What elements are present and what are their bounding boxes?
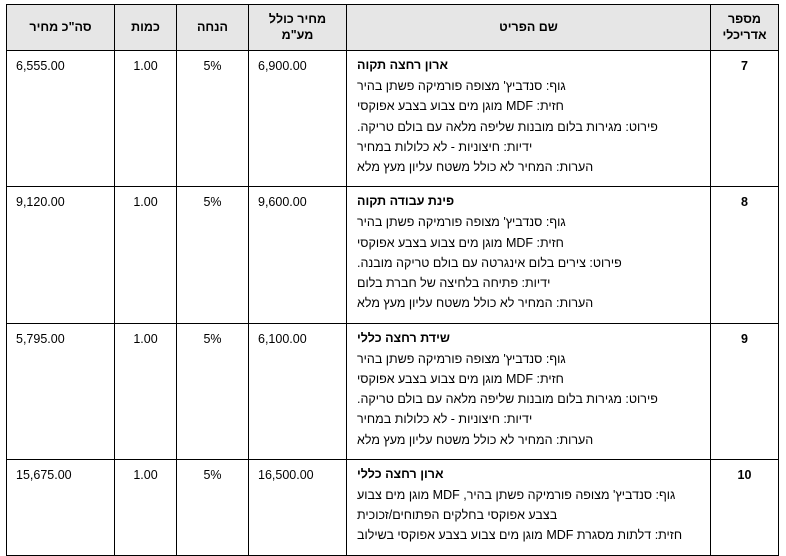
cell-price: 9,600.00 [249,187,347,323]
item-title: ארון רחצה תקוה [357,58,448,72]
item-title: ארון רחצה כללי [357,466,444,481]
item-detail-handles: ידיות: פתיחה בלחיצה של חברת בלום [357,276,551,290]
column-header-price [249,5,347,51]
cell-item-number: 10 [711,459,779,555]
cell-total: 6,555.00 [7,51,115,187]
cell-item-description [347,51,711,187]
cell-quantity: 1.00 [115,51,177,187]
cell-price: 6,100.00 [249,323,347,459]
item-detail-body: גוף: סנדביץ' מצופה פורמיקה פשתן בהיר [357,79,566,93]
table-header [7,5,779,51]
cell-item-description [347,323,711,459]
quote-table [6,4,779,556]
cell-price: 6,900.00 [249,51,347,187]
table-body [7,51,779,556]
column-header-description: שם הפריט [347,5,711,51]
cell-item-number: 9 [711,323,779,459]
table-row [7,323,779,459]
cell-total: 9,120.00 [7,187,115,323]
item-detail-notes: הערות: המחיר לא כולל משטח עליון מעץ מלא [357,160,594,174]
cell-total: 5,795.00 [7,323,115,459]
item-detail-handles: ידיות: חיצוניות - לא כלולות במחיר [357,139,533,154]
table-row [7,51,779,187]
cell-quantity: 1.00 [115,187,177,323]
column-header-price-line2: מע"מ [281,28,314,42]
item-title: שידת רחצה כללי [357,330,450,345]
item-detail-spec: פירוט: צירים בלום אינגרטה עם בולם טריקה מובנה. [357,255,622,270]
cell-discount: 5% [177,187,249,323]
item-detail-front: חזית: MDF מוגן מים צבוע בצבע אפוקסי [357,99,564,114]
cell-item-number: 8 [711,187,779,323]
cell-quantity: 1.00 [115,459,177,555]
column-header-num-line2: אדריכלי [722,28,767,42]
item-title: פינת עבודה תקוה [357,194,455,209]
column-header-price-line1: מחיר כולל [268,12,327,26]
item-detail-notes: הערות: המחיר לא כולל משטח עליון מעץ מלא [357,296,594,311]
cell-price: 16,500.00 [249,459,347,555]
column-header-quantity: כמות [115,5,177,51]
header-row [7,5,779,51]
cell-discount: 5% [177,459,249,555]
table-row [7,187,779,323]
item-detail-front: חזית: MDF מוגן מים צבוע בצבע אפוקסי [357,235,564,250]
cell-item-description [347,459,711,555]
item-detail-spec: פירוט: מגירות בלום מובנות שליפה מלאה עם בולם טריקה. [357,392,658,406]
cell-discount: 5% [177,51,249,187]
column-header-total: סה"כ מחיר [7,5,115,51]
item-detail-front: חזית: MDF מוגן מים צבוע בצבע אפוקסי [357,371,564,386]
table-row [7,459,779,555]
column-header-discount: הנחה [177,5,249,51]
item-detail-front: חזית: דלתות מסגרת MDF מוגן מים צבוע בצבע אפוקסי בשילוב [357,528,683,543]
cell-total: 15,675.00 [7,459,115,555]
item-detail-notes: הערות: המחיר לא כולל משטח עליון מעץ מלא [357,432,594,447]
cell-quantity: 1.00 [115,323,177,459]
column-header-num-line1: מספר [727,12,762,26]
item-detail-handles: ידיות: חיצוניות - לא כלולות במחיר [357,412,533,427]
item-detail-body-cont: בצבע אפוקסי בחלקים הפתוחים/זכוכית [357,508,558,522]
item-detail-body: גוף: סנדביץ' מצופה פורמיקה פשתן בהיר, MDF מוגן מים צבוע [357,487,676,502]
cell-item-description [347,187,711,323]
quote-sheet [0,4,786,541]
item-detail-body: גוף: סנדביץ' מצופה פורמיקה פשתן בהיר [357,351,566,366]
item-detail-body: גוף: סנדביץ' מצופה פורמיקה פשתן בהיר [357,215,566,230]
item-detail-spec: פירוט: מגירות בלום מובנות שליפה מלאה עם בולם טריקה. [357,119,658,134]
column-header-num [711,5,779,51]
cell-item-number: 7 [711,51,779,187]
cell-discount: 5% [177,323,249,459]
